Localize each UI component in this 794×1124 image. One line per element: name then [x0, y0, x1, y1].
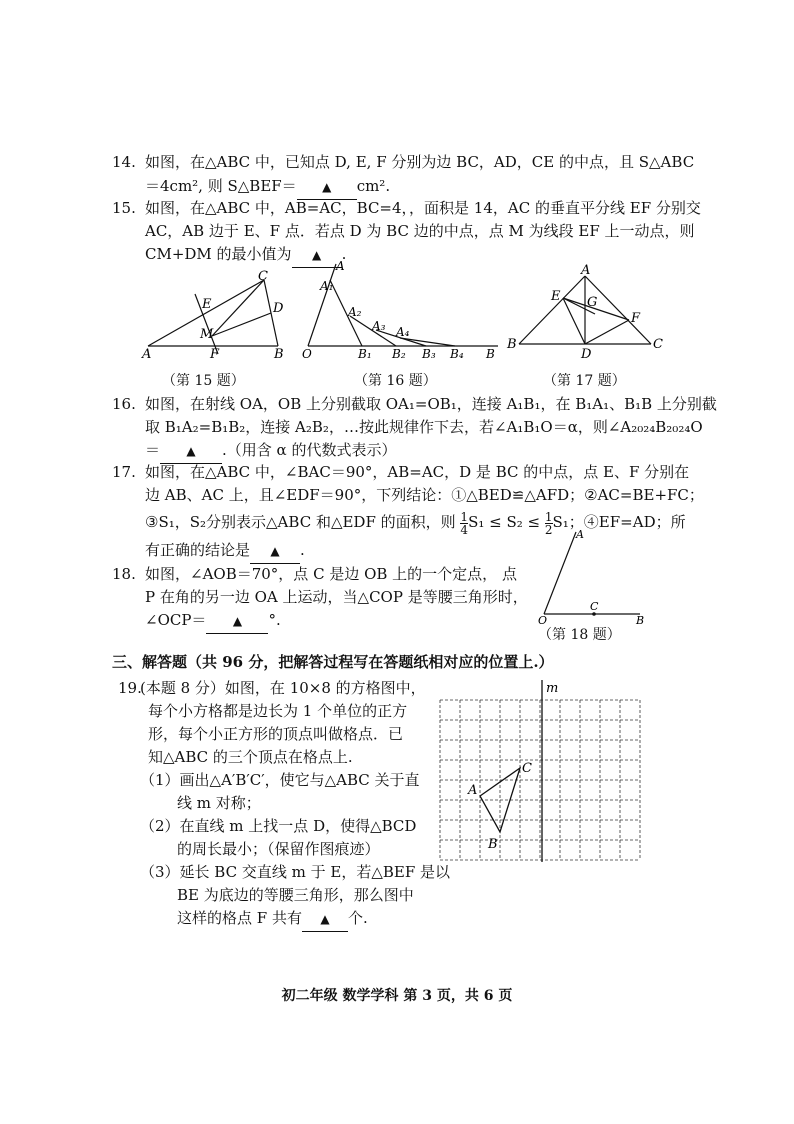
fig17-label-b: B	[507, 337, 517, 352]
page-footer: 初二年级 数学学科 第 3 页，共 6 页	[281, 988, 513, 1004]
answer-mark-icon: ▲	[270, 544, 280, 558]
q14-line1: 如图，在△ABC 中，已知点 D, E, F 分别为边 BC，AD，CE 的中点，且 S△ABC	[145, 153, 695, 171]
figure-17	[505, 262, 675, 360]
section-3-title: 三、解答题（共 96 分，把解答过程写在答题纸相对应的位置上.）	[112, 653, 554, 671]
answer-mark-icon: ▲	[320, 912, 330, 926]
answer-mark-icon: ▲	[186, 444, 196, 458]
q16-line1: 如图，在射线 OA，OB 上分别截取 OA₁=OB₁，连接 A₁B₁，在 B₁A₁、B₁B 上分别截	[145, 395, 717, 413]
fraction-numerator: 1	[544, 509, 553, 524]
q19-part2-line1: （2）在直线 m 上找一点 D，使得△BCD	[140, 817, 417, 835]
fig18-label-a: A	[576, 528, 584, 541]
fig16-label-b: B	[486, 347, 495, 361]
fig18-label-o: O	[538, 614, 548, 626]
q16-line2: 取 B₁A₂=B₁B₂，连接 A₂B₂，…按此规律作下去，若∠A₁B₁O＝α，则∠A₂₀₂₄B₂₀₂₄O	[145, 418, 703, 436]
fig17-label-a: A	[581, 263, 591, 278]
q18-answer-blank	[206, 608, 268, 634]
q19-part1-line2: 线 m 对称；	[177, 794, 261, 812]
fig15-label-f: F	[210, 347, 220, 360]
figure-18	[536, 522, 656, 626]
fig16-label-b2: B₂	[392, 347, 406, 361]
fig18-caption: （第 18 题）	[538, 627, 621, 643]
q17-fraction-quarter	[460, 511, 468, 536]
q19-part3-text: 这样的格点 F 共有	[177, 909, 302, 927]
fig16-label-o: O	[302, 347, 312, 361]
q16-line3-note: .（用含 α 的代数式表示）	[222, 441, 397, 459]
fig17-label-c: C	[653, 337, 663, 352]
q17-line4-text: 有正确的结论是	[145, 541, 251, 559]
fig17-label-d: D	[581, 347, 592, 360]
q18-line3	[145, 608, 281, 634]
answer-mark-icon: ▲	[322, 180, 332, 194]
q19-line3: 形，每个小正方形的顶点叫做格点．已	[148, 725, 404, 743]
q17-line3-end: S₁；④EF=AD；所	[552, 513, 686, 531]
q15-line1: 如图，在△ABC 中，AB=AC，BC=4，，面积是 14，AC 的垂直平分线 EF 分别交	[145, 199, 701, 217]
fraction-denominator: 4	[460, 522, 469, 537]
figure-16	[300, 258, 510, 362]
fig15-label-b: B	[274, 347, 284, 360]
q15-line3-text: CM+DM 的最小值为	[145, 245, 292, 263]
q18-line1: 如图，∠AOB＝70°，点 C 是边 OB 上的一个定点， 点	[145, 565, 517, 583]
fraction-numerator: 1	[460, 509, 469, 524]
fig15-label-d: D	[273, 301, 284, 316]
q18-number: 18.	[112, 565, 136, 583]
q14-line2-text: ＝4cm², 则 S△BEF＝	[145, 177, 297, 195]
q19-line2: 每个小方格都是边长为 1 个单位的正方	[148, 702, 408, 720]
q15-line3-end: .	[341, 245, 347, 263]
fig17-label-g: G	[587, 295, 598, 310]
fig15-label-m: M	[200, 327, 214, 342]
q17-line3-ineq: S₁ ≤ S₂ ≤	[468, 513, 541, 531]
answer-mark-icon: ▲	[232, 614, 243, 628]
q16-number: 16.	[112, 395, 136, 413]
fig16-label-a3: A₃	[372, 319, 386, 333]
fraction-denominator: 2	[544, 522, 553, 537]
figure-19-grid	[436, 676, 656, 866]
fig16-label-b3: B₃	[422, 347, 436, 361]
answer-mark-icon: ▲	[311, 248, 322, 262]
fig19-label-b: B	[488, 837, 498, 852]
fig18-label-c: C	[590, 600, 599, 613]
q19-part3-line3	[177, 906, 368, 932]
q19-part3-line1: （3）延长 BC 交直线 m 于 E，若△BEF 是以	[140, 863, 451, 881]
q19-part3-end: 个.	[347, 909, 368, 927]
fig16-label-a2: A₂	[348, 305, 362, 319]
q15-line2: AC，AB 边于 E、F 点．若点 D 为 BC 边的中点，点 M 为线段 EF 上一动点，则	[145, 222, 695, 240]
fig19-label-a: A	[468, 783, 478, 798]
q19-part3-line2: BE 为底边的等腰三角形，那么图中	[177, 886, 414, 904]
q19-line4: 知△ABC 的三个顶点在格点上.	[148, 748, 353, 766]
q17-line3-text: ③S₁，S₂分别表示△ABC 和△EDF 的面积，则	[145, 513, 456, 531]
q19-part1-line1: （1）画出△A′B′C′，使它与△ABC 关于直	[140, 771, 420, 789]
fig16-label-a4: A₄	[396, 325, 410, 339]
q19-number: 19.	[118, 679, 142, 697]
fig16-label-b1: B₁	[358, 347, 372, 361]
fig16-label-a: A	[336, 259, 345, 273]
fig15-caption: （第 15 题）	[162, 373, 245, 389]
q14-line2-unit: cm².	[356, 177, 391, 195]
figure-15	[140, 268, 300, 360]
fig16-caption: （第 16 题）	[354, 373, 437, 389]
fig15-label-c: C	[258, 269, 268, 284]
q18-line3-end: °.	[268, 611, 281, 629]
fig17-label-e: E	[551, 289, 561, 304]
q17-line4	[145, 538, 305, 564]
q17-answer-blank	[250, 538, 300, 564]
q19-answer-blank	[302, 906, 348, 932]
q18-line3-text: ∠OCP＝	[145, 611, 207, 629]
fig15-label-e: E	[202, 297, 212, 312]
q17-line2: 边 AB、AC 上，且∠EDF＝90°，下列结论：①△BED≌△AFD；②AC=BE+FC；	[145, 486, 704, 504]
q14-number: 14.	[112, 153, 136, 171]
fig15-label-a: A	[142, 347, 152, 360]
fig17-label-f: F	[631, 311, 641, 326]
q18-line2: P 在角的另一边 OA 上运动，当△COP 是等腰三角形时，	[145, 588, 528, 606]
fig16-label-a1: A₁	[320, 279, 334, 293]
q17-line1: 如图，在△ABC 中，∠BAC＝90°，AB=AC，D 是 BC 的中点，点 E、F 分别在	[145, 463, 690, 481]
fig19-label-c: C	[522, 761, 532, 776]
fig18-label-b: B	[636, 614, 645, 626]
q15-number: 15.	[112, 199, 136, 217]
q16-line3-eq: ＝	[145, 441, 161, 459]
q17-number: 17.	[112, 463, 136, 481]
fig19-label-m: m	[546, 681, 559, 696]
fig16-label-b4: B₄	[450, 347, 464, 361]
q17-line4-end: .	[300, 541, 305, 559]
fig17-caption: （第 17 题）	[543, 373, 626, 389]
q19-part2-line2: 的周长最小；（保留作图痕迹）	[177, 840, 380, 858]
q19-line1: (本题 8 分）如图，在 10×8 的方格图中，	[140, 679, 426, 697]
